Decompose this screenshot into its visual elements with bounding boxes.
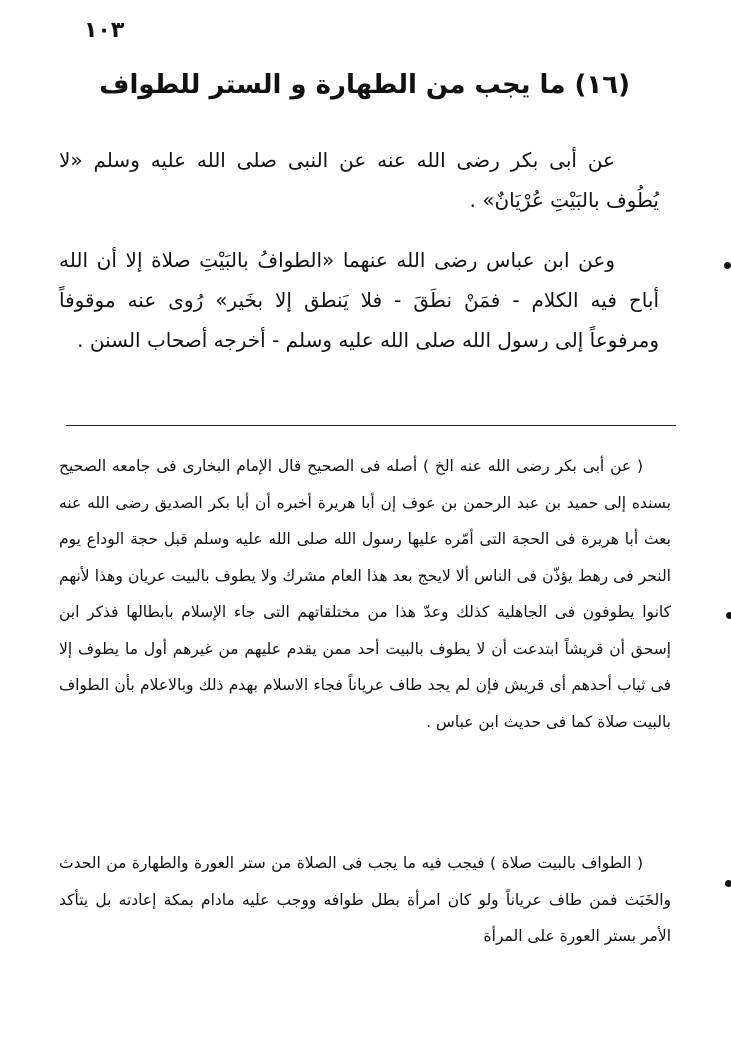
commentary-paragraph-1 xyxy=(59,448,671,740)
binding-hole-mark xyxy=(724,262,731,269)
page-number: ١٠٣ xyxy=(84,18,125,43)
binding-hole-mark xyxy=(726,612,731,619)
binding-hole-mark xyxy=(725,880,731,887)
commentary-paragraph-2 xyxy=(59,845,671,955)
hadith-text: عن أبى بكر رضى الله عنه عن النبى صلى الله عليه وسلم «لا يُطُوف بالبَيْتِ عُرْيَانٌ» . xyxy=(59,148,659,212)
commentary-text: ( الطواف بالبيت صلاة ) فيجب فيه ما يجب فى الصلاة من ستر العورة والطهارة من الحدث والخَبَث فمن طاف عرياناً ولو كان امرأة بطل طوافه ووجب عليه مادام بمكة إعادته بل يتأكد الأمر بستر العورة على المرأة xyxy=(59,854,671,945)
hadith-paragraph-2 xyxy=(59,240,659,360)
hadith-paragraph-1 xyxy=(59,140,659,220)
hadith-text: وعن ابن عباس رضى الله عنهما «الطوافُ بالبَيْتِ صلاة إلا أن الله أباح فيه الكلام - فمَنْ نطَقَ - فلا يَنطق إلا بخَير» رُوى عنه موقوفاً ومرفوعاً إلى رسول الله صلى الله عليه وسلم - أخرجه أصحاب السنن . xyxy=(59,248,659,352)
chapter-title: (١٦) ما يجب من الطهارة و الستر للطواف xyxy=(99,70,630,100)
footnote-divider xyxy=(66,425,676,426)
commentary-text: ( عن أبى بكر رضى الله عنه الخ ) أصله فى الصحيح قال الإمام البخارى فى جامعه الصحيح بسنده إلى حميد بن عبد الرحمن بن عوف إن أبا هريرة أخبره أن أبا بكر الصديق رضى الله عنه بعث أبا هريرة فى الحجة التى أمّره عليها رسول الله صلى الله عليه وسلم قبل حجة الوداع يوم النحر فى رهط يؤذّن فى الناس ألا لايحج بعد هذا العام مشرك ولا يطوف بالبيت عريان وهذا لأنهم كانوا يطوفون فى الجاهلية كذلك وعدّ هذا من مختلقاتهم التى جاء الإسلام بابطالها فذكر ابن إسحق أن قريشاً ابتدعت أن لا يطوف بالبيت أحد ممن يقدم عليهم من غيرهم أول ما يطوف إلا فى ثياب أحدهم أى قريش فإن لم يجد طاف عرياناً فجاء الاسلام بهدم ذلك وبالاعلام بأن الطواف بالبيت صلاة كما فى حديث ابن عباس . xyxy=(59,457,671,731)
